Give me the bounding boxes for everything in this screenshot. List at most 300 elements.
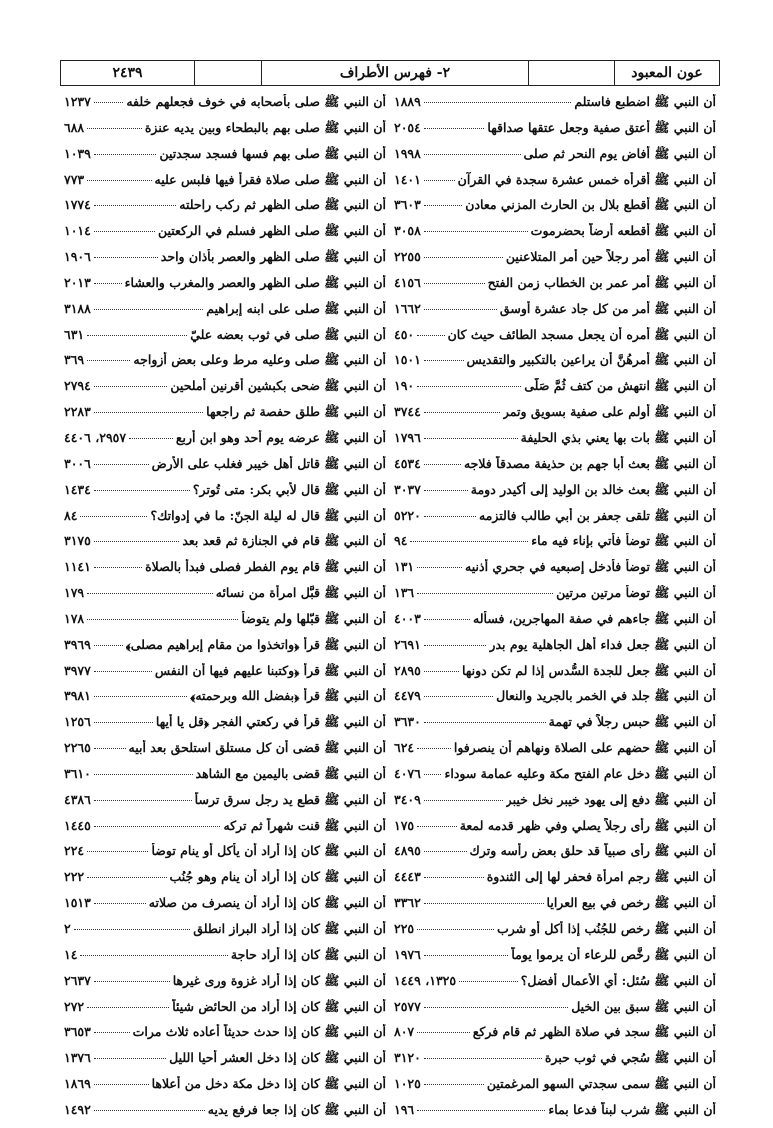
leader-dots xyxy=(424,903,544,904)
leader-dots xyxy=(424,800,503,801)
leader-dots xyxy=(94,257,158,258)
entry-text: أن النبي ﷺ صلى بهم فسها فسجد سجدتين xyxy=(159,145,386,161)
index-entry xyxy=(60,714,390,740)
entry-text: أن النبي ﷺ رخص في بيع العرايا xyxy=(546,895,716,911)
index-entry xyxy=(390,120,720,146)
index-entry xyxy=(60,818,390,844)
entry-text: أن النبي ﷺ أفاض يوم النحر ثم صلى xyxy=(523,145,716,161)
entry-number: ١٩٦ xyxy=(394,1101,415,1117)
leader-dots xyxy=(424,851,467,852)
leader-dots xyxy=(459,981,518,982)
index-entry xyxy=(390,688,720,714)
leader-dots xyxy=(417,748,451,749)
entry-text: أن النبي ﷺ قاتل أهل خيبر فغلب على الأرض xyxy=(151,455,386,471)
leader-dots xyxy=(424,1058,542,1059)
entry-text: أن النبي ﷺ أمر من كل جاد عشرة أوسق xyxy=(499,300,716,316)
index-entry xyxy=(60,275,390,301)
entry-number: ٧٧٣ xyxy=(64,171,85,187)
index-entry xyxy=(390,559,720,585)
entry-number: ١٥٠١ xyxy=(394,352,421,368)
entry-number: ١٤٩٢ xyxy=(64,1101,91,1117)
leader-dots xyxy=(424,955,509,956)
entry-text: أن النبي ﷺ كان إذا جعا فرفع يديه xyxy=(207,1101,386,1117)
entry-text: أن النبي ﷺ قرأ ﴿بفضل الله وبرحمته﴾ xyxy=(190,688,386,704)
index-entry xyxy=(60,327,390,353)
index-columns xyxy=(60,94,720,1128)
index-entry xyxy=(60,404,390,430)
entry-text: أن النبي ﷺ قطع يد رجل سرق ترساً xyxy=(194,791,386,807)
leader-dots xyxy=(424,1084,484,1085)
entry-text: أن النبي ﷺ بعث خالد بن الوليد إلى أكيدر دومة xyxy=(470,481,716,497)
leader-dots xyxy=(424,877,484,878)
entry-number: ٢٠٥٤ xyxy=(394,119,421,135)
leader-dots xyxy=(424,1007,568,1008)
index-entry xyxy=(60,740,390,766)
entry-number: ٣٠٥٨ xyxy=(394,223,421,239)
entry-text: أن النبي ﷺ صلى على ابنه إبراهيم xyxy=(206,300,386,316)
leader-dots xyxy=(87,851,148,852)
entry-number: ٨٤ xyxy=(64,507,78,523)
index-entry xyxy=(60,172,390,198)
leader-dots xyxy=(417,826,457,827)
leader-dots xyxy=(417,929,494,930)
index-entry xyxy=(390,301,720,327)
entry-text: أن النبي ﷺ قرأ ﴿واتخذوا من مقام إبراهيم مصلى﴾ xyxy=(125,636,386,652)
index-entry xyxy=(60,792,390,818)
entry-number: ٣٦٩ xyxy=(64,352,85,368)
index-entry xyxy=(60,895,390,921)
index-entry xyxy=(390,352,720,378)
leader-dots xyxy=(94,671,152,672)
index-entry xyxy=(390,146,720,172)
index-entry xyxy=(60,94,390,120)
entry-text: أن النبي ﷺ سُجي في ثوب حبرة xyxy=(544,1050,716,1066)
entry-number: ٤٠٠٣ xyxy=(394,610,421,626)
entry-number: ٣٩٦٩ xyxy=(64,636,91,652)
index-entry xyxy=(390,249,720,275)
index-entry xyxy=(390,430,720,456)
entry-text: أن النبي ﷺ حبس رجلاً في تهمة xyxy=(548,714,716,730)
entry-number: ١٩٩٨ xyxy=(394,145,421,161)
entry-text: أن النبي ﷺ طلق حفصة ثم راجعها xyxy=(206,404,386,420)
entry-number: ٢٦٩١ xyxy=(394,636,421,652)
entry-number: ١٨٦٩ xyxy=(64,1076,91,1092)
entry-number: ٤٥٠ xyxy=(394,326,415,342)
index-entry xyxy=(60,197,390,223)
index-entry xyxy=(390,637,720,663)
entry-number: ١٧٨ xyxy=(64,610,85,626)
leader-dots xyxy=(87,128,142,129)
leader-dots xyxy=(87,335,187,336)
leader-dots xyxy=(424,180,455,181)
entry-text: أن النبي ﷺ أمرهُنَّ أن يراعين بالتكبير والتقديس xyxy=(466,352,716,368)
leader-dots xyxy=(87,1007,169,1008)
entry-text: أن النبي ﷺ أمره أن يجعل مسجد الطائف حيث كان xyxy=(447,326,716,342)
entry-number: ٤٨٩٥ xyxy=(394,843,421,859)
entry-text: أن النبي ﷺ ضحى بكبشين أقرنين أملحين xyxy=(170,378,386,394)
entry-number: ٣٩٧٧ xyxy=(64,662,91,678)
leader-dots xyxy=(424,128,485,129)
entry-number: ٤٠٧٦ xyxy=(394,765,421,781)
entry-number: ٣٤٠٩ xyxy=(394,791,421,807)
entry-number: ١٤٣٤ xyxy=(64,481,91,497)
entry-number: ٦٢٤ xyxy=(394,740,415,756)
index-entry xyxy=(60,249,390,275)
leader-dots xyxy=(94,1032,130,1033)
entry-number: ١٤٠١ xyxy=(394,171,421,187)
entry-text: أن النبي ﷺ عرضه يوم أحد وهو ابن أربع xyxy=(175,429,386,445)
index-entry xyxy=(390,508,720,534)
entry-text: أن النبي ﷺ رجم امرأة فحفر لها إلى الثندوة xyxy=(486,869,716,885)
entry-text: أن النبي ﷺ بات بها يعني بذي الحليفة xyxy=(520,429,716,445)
entry-text: أن النبي ﷺ رخص للجُنُب إذا أكل أو شرب xyxy=(496,921,716,936)
leader-dots xyxy=(94,748,126,749)
entry-number: ٤١٥٦ xyxy=(394,274,421,290)
index-entry xyxy=(390,663,720,689)
leader-dots xyxy=(94,826,221,827)
entry-text: أن النبي ﷺ كان إذا أراد أن ينام وهو جُنُب xyxy=(169,869,386,885)
leader-dots xyxy=(424,619,470,620)
index-column-right xyxy=(390,94,720,1128)
entry-number: ٢٨٩٥ xyxy=(394,662,421,678)
leader-dots xyxy=(87,360,130,361)
index-entry xyxy=(390,792,720,818)
entry-text: أن النبي ﷺ كان إذا أراد من الحائض شيئاً xyxy=(172,998,386,1014)
entry-number: ١٥١٣ xyxy=(64,895,91,911)
entry-number: ١٩٧٦ xyxy=(394,946,421,962)
leader-dots xyxy=(94,231,155,232)
entry-number: ٣١٨٨ xyxy=(64,300,91,316)
entry-text: أن النبي ﷺ جعل للجدة السُّدس إذا لم تكن دونها xyxy=(462,662,716,678)
entry-number: ١٢٣٧ xyxy=(64,94,91,109)
entry-number: ٢٢٥٥ xyxy=(394,249,421,265)
entry-number: ١٩٠ xyxy=(394,378,415,394)
index-entry xyxy=(390,611,720,637)
entry-number: ٣٠٠٦ xyxy=(64,455,91,471)
entry-text: أن النبي ﷺ سمى سجدتي السهو المرغمتين xyxy=(486,1076,716,1092)
entry-text: أن النبي ﷺ أعتق صفية وجعل عتقها صداقها xyxy=(487,119,716,135)
entry-number: ١٩٠٦ xyxy=(64,249,91,265)
leader-dots xyxy=(417,1110,545,1111)
entry-number: ٣٧٤٤ xyxy=(394,404,421,420)
index-entry xyxy=(60,482,390,508)
entry-text: أن النبي ﷺ كان إذا أراد أن ينصرف من صلاته xyxy=(148,895,386,911)
entry-text: أن النبي ﷺ أقطعه أرضاً بحضرموت xyxy=(530,223,716,239)
entry-number: ١٤٤٥ xyxy=(64,817,91,833)
entry-text: أن النبي ﷺ قرأ في ركعتي الفجر ﴿قل يا أيها xyxy=(155,714,386,730)
entry-number: ١٠٣٩ xyxy=(64,145,91,161)
index-entry xyxy=(60,223,390,249)
index-entry xyxy=(390,404,720,430)
index-entry xyxy=(390,172,720,198)
leader-dots xyxy=(424,257,503,258)
index-entry xyxy=(60,973,390,999)
leader-dots xyxy=(424,309,497,310)
index-entry xyxy=(390,275,720,301)
index-entry xyxy=(390,1050,720,1076)
index-entry xyxy=(60,1102,390,1128)
entry-number: ١٧٧٤ xyxy=(64,197,91,213)
leader-dots xyxy=(424,360,464,361)
entry-number: ٤٣٨٦ xyxy=(64,791,91,807)
index-entry xyxy=(390,94,720,120)
entry-text: أن النبي ﷺ رخَّص للرعاء أن يرموا يوماً xyxy=(511,946,716,962)
leader-dots xyxy=(87,619,238,620)
index-entry xyxy=(60,663,390,689)
leader-dots xyxy=(94,102,123,103)
leader-dots xyxy=(424,671,459,672)
leader-dots xyxy=(94,774,193,775)
index-entry xyxy=(390,843,720,869)
entry-number: ٢٧٩٤ xyxy=(64,378,91,394)
entry-number: ٢٢٥ xyxy=(394,921,415,936)
entry-text: أن النبي ﷺ قبّلها ولم يتوضأ xyxy=(241,610,386,626)
entry-number: ١٣٧٦ xyxy=(64,1050,91,1066)
leader-dots xyxy=(80,955,227,956)
entry-text: أن النبي ﷺ أمر عمر بن الخطاب زمن الفتح xyxy=(487,274,716,290)
index-entry xyxy=(60,146,390,172)
index-column-left xyxy=(60,94,390,1128)
leader-dots xyxy=(417,335,444,336)
entry-text: أن النبي ﷺ توضأ فأتي بإناء فيه ماء xyxy=(531,533,716,549)
leader-dots xyxy=(87,877,166,878)
entry-number: ١٦٦٢ xyxy=(394,300,421,316)
entry-text: أن النبي ﷺ قضى باليمين مع الشاهد xyxy=(195,765,386,781)
entry-number: ٣٩٨١ xyxy=(64,688,91,704)
entry-text: أن النبي ﷺ كان إذا حدث حديثاً أعاده ثلاث مرات xyxy=(132,1024,386,1040)
entry-number: ٤٤٧٩ xyxy=(394,688,421,704)
entry-text: أن النبي ﷺ سُئل: أي الأعمال أفضل؟ xyxy=(520,972,716,988)
leader-dots xyxy=(94,696,187,697)
index-entry xyxy=(60,120,390,146)
entry-number: ١٧٥ xyxy=(394,817,415,833)
index-entry xyxy=(390,973,720,999)
leader-dots xyxy=(424,490,468,491)
entry-text: أن النبي ﷺ كان إذا دخل العشر أحيا الليل xyxy=(169,1050,386,1066)
entry-text: أن النبي ﷺ صلى الظهر والعصر والمغرب والعشاء xyxy=(124,274,386,290)
entry-number: ١٣١ xyxy=(394,559,415,575)
header-spacer-right xyxy=(529,61,615,85)
entry-text: أن النبي ﷺ دخل عام الفتح مكة وعليه عمامة سوداء xyxy=(444,765,716,781)
index-entry xyxy=(390,766,720,792)
entry-text: أن النبي ﷺ توضأ فأدخل إصبعيه في جحري أذنيه xyxy=(465,559,716,575)
entry-text: أن النبي ﷺ رأى صبياً قد حلق بعض رأسه وترك xyxy=(469,843,716,859)
leader-dots xyxy=(94,490,190,491)
entry-number: ٢٧٢ xyxy=(64,998,85,1014)
book-title: عون المعبود xyxy=(631,65,703,81)
entry-text: أن النبي ﷺ قال له ليلة الجنّ: ما في إدواتك؟ xyxy=(150,507,386,523)
entry-text: أن النبي ﷺ صلى الظهر ثم ركب راحلته xyxy=(179,197,386,213)
index-entry xyxy=(60,947,390,973)
header-spacer-left xyxy=(195,61,262,85)
leader-dots xyxy=(417,567,462,568)
entry-text: أن النبي ﷺ قال لأبي بكر: متى تُوتر؟ xyxy=(192,481,386,497)
index-entry xyxy=(60,352,390,378)
index-entry xyxy=(60,1024,390,1050)
leader-dots xyxy=(129,438,173,439)
entry-text: أن النبي ﷺ جلد في الخمر بالجريد والنعال xyxy=(496,688,716,704)
index-entry xyxy=(390,999,720,1025)
entry-number: ٢٢٨٣ xyxy=(64,404,91,420)
entry-number: ٤٥٣٤ xyxy=(394,455,421,471)
index-entry xyxy=(60,611,390,637)
leader-dots xyxy=(424,283,485,284)
entry-text: أن النبي ﷺ أمر رجلاً حين أمر المتلاعنين xyxy=(505,249,716,265)
entry-text: أن النبي ﷺ صلى صلاة فقرأ فيها فلبس عليه xyxy=(154,171,386,187)
leader-dots xyxy=(94,205,176,206)
index-entry xyxy=(390,223,720,249)
index-entry xyxy=(390,1102,720,1128)
entry-text: أن النبي ﷺ توضأ مرتين مرتين xyxy=(556,585,716,601)
entry-text: أن النبي ﷺ قبَّل امرأة من نسائه xyxy=(215,585,386,601)
entry-text: أن النبي ﷺ قرأ ﴿وكتبنا عليهم فيها أن النفس xyxy=(154,662,386,678)
entry-text: أن النبي ﷺ صلى الظهر والعصر بأذان واحد xyxy=(160,249,386,265)
leader-dots xyxy=(94,1058,166,1059)
leader-dots xyxy=(94,1084,149,1085)
entry-number: ٣١٢٠ xyxy=(394,1050,421,1066)
entry-number: ١١٤١ xyxy=(64,559,91,575)
entry-text: أن النبي ﷺ كان إذا أراد حاجة xyxy=(230,946,386,962)
entry-number: ٣٦٥٣ xyxy=(64,1024,91,1040)
entry-number: ١٤ xyxy=(64,946,78,962)
leader-dots xyxy=(94,1110,205,1111)
index-entry xyxy=(60,869,390,895)
entry-text: أن النبي ﷺ قنت شهراً ثم تركه xyxy=(223,817,386,833)
leader-dots xyxy=(410,541,528,542)
leader-dots xyxy=(424,412,500,413)
entry-number: ١٢٥٦ xyxy=(64,714,91,730)
leader-dots xyxy=(94,386,168,387)
entry-number: ١٧٩٦ xyxy=(394,429,421,445)
page-number: ٢٤٣٩ xyxy=(61,61,195,85)
entry-text: أن النبي ﷺ قام في الجنازة ثم قعد بعد xyxy=(182,533,386,549)
entry-text: أن النبي ﷺ أولم على صفية بسويق وتمر xyxy=(502,404,716,420)
entry-text: أن النبي ﷺ كان إذا أراد البراز انطلق xyxy=(193,921,386,936)
entry-number: ٣٣٦٢ xyxy=(394,895,421,911)
index-entry xyxy=(60,1076,390,1102)
leader-dots xyxy=(417,1032,470,1033)
index-page xyxy=(60,60,720,1128)
entry-text: أن النبي ﷺ قضى أن كل مستلق استلحق بعد أبيه xyxy=(128,740,386,756)
entry-number: ١٧٩ xyxy=(64,585,85,601)
entry-text: أن النبي ﷺ جعل فداء أهل الجاهلية يوم بدر xyxy=(489,636,716,652)
entry-text: أن النبي ﷺ أقرأه خمس عشرة سجدة في القرآن xyxy=(457,171,716,187)
index-entry xyxy=(390,327,720,353)
entry-number: ٥٢٢٠ xyxy=(394,507,421,523)
entry-text: أن النبي ﷺ اضطبع فاستلم xyxy=(574,94,716,109)
section-title: ٢- فهرس الأطراف xyxy=(262,61,529,85)
leader-dots xyxy=(87,593,213,594)
entry-text: أن النبي ﷺ بعث أبا جهم بن حذيفة مصدقاً فلاجه xyxy=(463,455,716,471)
entry-text: أن النبي ﷺ صلى بأصحابه في خوف فجعلهم خلفه xyxy=(126,94,386,109)
entry-text: أن النبي ﷺ دفع إلى يهود خيبر نخل خيبر xyxy=(505,791,716,807)
index-entry xyxy=(390,818,720,844)
entry-number: ٢٢٦٥ xyxy=(64,740,91,756)
index-entry xyxy=(390,869,720,895)
entry-text: أن النبي ﷺ حضهم على الصلاة ونهاهم أن ينصرفوا xyxy=(453,740,716,756)
index-entry xyxy=(60,508,390,534)
entry-number: ٨٠٧ xyxy=(394,1024,415,1040)
index-entry xyxy=(390,456,720,482)
entry-number: ١٠٢٥ xyxy=(394,1076,421,1092)
index-entry xyxy=(60,533,390,559)
index-entry xyxy=(390,1024,720,1050)
leader-dots xyxy=(94,464,149,465)
leader-dots xyxy=(94,800,192,801)
index-entry xyxy=(390,1076,720,1102)
entry-text: أن النبي ﷺ كان إذا أراد أن يأكل أو ينام توضأ xyxy=(151,843,386,859)
entry-text: أن النبي ﷺ صلى في ثوب بعضه عليّ xyxy=(190,326,386,342)
leader-dots xyxy=(94,645,123,646)
entry-text: أن النبي ﷺ سجد في صلاة الظهر ثم قام فركع xyxy=(472,1024,716,1040)
entry-number: ٢٥٧٧ xyxy=(394,998,421,1014)
leader-dots xyxy=(94,722,153,723)
leader-dots xyxy=(94,981,170,982)
entry-number: ٢٢٢ xyxy=(64,869,85,885)
entry-text: أن النبي ﷺ انتهش من كتف ثُمَّ صَلَّى xyxy=(524,378,716,394)
entry-text: أن النبي ﷺ جاءهم في صفة المهاجرين، فسأله xyxy=(473,610,716,626)
index-entry xyxy=(390,921,720,947)
index-entry xyxy=(60,585,390,611)
index-entry xyxy=(390,378,720,404)
index-entry xyxy=(60,430,390,456)
entry-text: أن النبي ﷺ كان إذا دخل مكة دخل من أعلاها xyxy=(151,1076,386,1092)
index-entry xyxy=(390,895,720,921)
entry-number: ٢٠١٣ xyxy=(64,274,91,290)
index-entry xyxy=(390,740,720,766)
index-entry xyxy=(60,559,390,585)
index-entry xyxy=(60,921,390,947)
leader-dots xyxy=(424,722,546,723)
entry-number: ٢٢٤ xyxy=(64,843,85,859)
entry-text: أن النبي ﷺ صلى بهم بالبطحاء وبين يديه عنزة xyxy=(144,119,386,135)
index-entry xyxy=(390,533,720,559)
leader-dots xyxy=(94,903,146,904)
entry-text: أن النبي ﷺ رأى رجلاً يصلي وفي ظهر قدمه لمعة xyxy=(459,817,716,833)
entry-text: أن النبي ﷺ أقطع بلال بن الحارث المزني معادن xyxy=(465,197,716,213)
leader-dots xyxy=(94,283,122,284)
leader-dots xyxy=(424,102,571,103)
entry-number: ٣١٧٥ xyxy=(64,533,91,549)
index-entry xyxy=(390,585,720,611)
leader-dots xyxy=(94,541,179,542)
index-entry xyxy=(390,714,720,740)
leader-dots xyxy=(424,696,493,697)
entry-number: ٣٠٣٧ xyxy=(394,481,421,497)
entry-number: ١٠١٤ xyxy=(64,223,91,239)
index-entry xyxy=(60,999,390,1025)
leader-dots xyxy=(424,774,442,775)
entry-number: ٣٦٣٠ xyxy=(394,714,421,730)
index-entry xyxy=(390,197,720,223)
entry-text: أن النبي ﷺ سبق بين الخيل xyxy=(571,998,716,1014)
entry-number: ٣٦٠٣ xyxy=(394,197,421,213)
entry-number: ٤٤٤٣ xyxy=(394,869,421,885)
index-entry xyxy=(60,688,390,714)
leader-dots xyxy=(424,464,461,465)
leader-dots xyxy=(424,516,476,517)
leader-dots xyxy=(80,516,147,517)
entry-text: أن النبي ﷺ شرب لبناً فدعا بماء xyxy=(548,1101,716,1117)
leader-dots xyxy=(424,231,528,232)
index-entry xyxy=(60,1050,390,1076)
leader-dots xyxy=(94,154,157,155)
index-entry xyxy=(60,301,390,327)
index-entry xyxy=(60,637,390,663)
entry-text: أن النبي ﷺ صلى الظهر فسلم في الركعتين xyxy=(157,223,386,239)
entry-text: أن النبي ﷺ صلى وعليه مرط وعلى بعض أزواجه xyxy=(133,352,386,368)
entry-number: ٣٦١٠ xyxy=(64,765,91,781)
